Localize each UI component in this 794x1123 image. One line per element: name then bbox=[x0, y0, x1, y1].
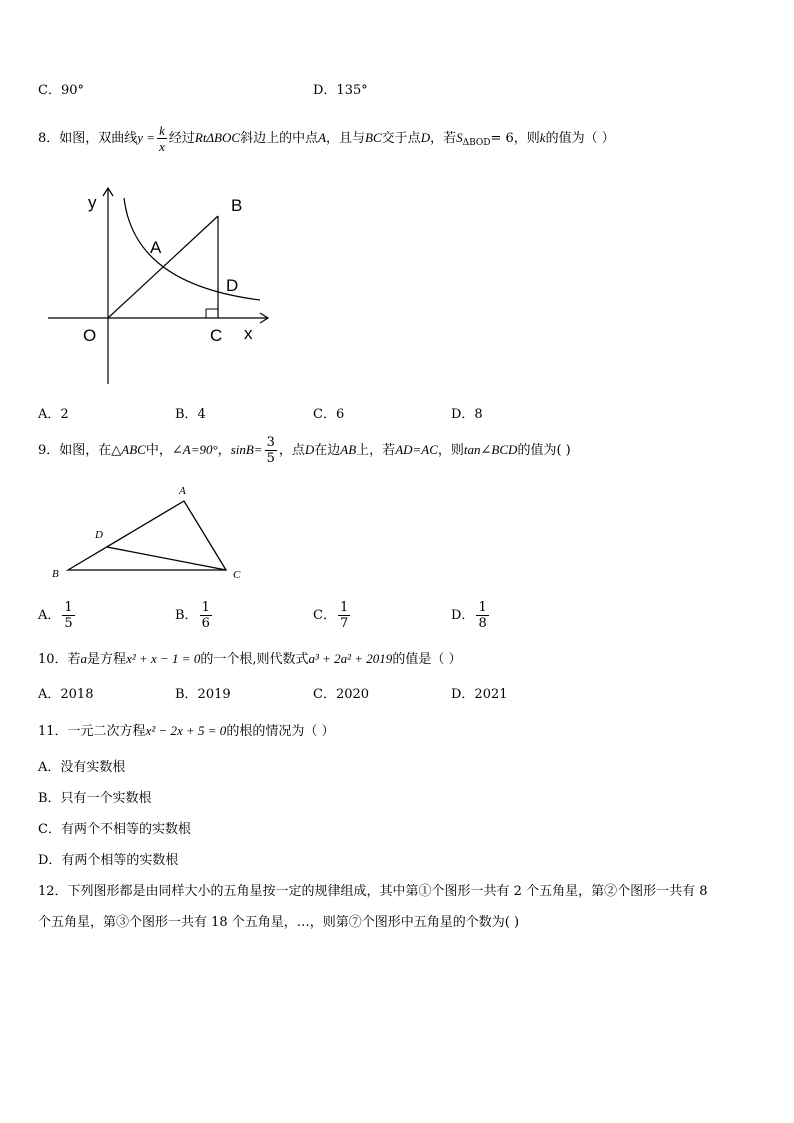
q9-stem: 9．如图，在△ABC中，∠A=90°，sinB= $\frac{3}{5}$ ，点D在边AB上，若AD=AC，则tan∠BCD的值为( ) bbox=[38, 435, 571, 466]
q10-option-b: B．2019 bbox=[175, 687, 231, 702]
q9-fraction-3-5: $\frac{3}{5}$ bbox=[266, 435, 275, 466]
q10-option-a: A．2018 bbox=[38, 687, 94, 702]
q11-stem: 11．一元二次方程x² − 2x + 5 = 0的根的情况为（ ） bbox=[38, 723, 335, 739]
q11-option-a: A．没有实数根 bbox=[38, 760, 126, 775]
label-x: x bbox=[244, 324, 253, 343]
q8-area-symbol: S bbox=[456, 130, 463, 145]
q11-equation: x² − 2x + 5 = 0 bbox=[145, 723, 227, 738]
q8-y-eq: y = bbox=[137, 130, 156, 145]
label-a: A bbox=[179, 485, 186, 497]
q8-text: 经过 bbox=[168, 131, 195, 146]
segment-cd bbox=[107, 547, 226, 570]
q12-line-2: 个五角星，第③个图形一共有 18 个五角星，…，则第⑦个图形中五角星的个数为( ) bbox=[38, 915, 520, 930]
q8-figure bbox=[45, 188, 285, 388]
right-angle-mark bbox=[206, 309, 218, 318]
q8-stem: 8．如图，双曲线y = $\frac{k}{x}$ 经过RtΔBOC斜边上的中点A，且与BC交于点D，若$S_{\Delta BOD}= 6$，则k的值为（ ） bbox=[38, 123, 615, 154]
q10-number: 10．若 bbox=[38, 652, 81, 667]
q7-option-c: C．90° bbox=[38, 83, 84, 98]
q8-fraction-k-over-x: $\frac{k}{x}$ bbox=[159, 123, 165, 154]
q12-line-1: 12．下列图形都是由同样大小的五角星按一定的规律组成，其中第①个图形一共有 2 个五角星，第②个图形一共有 8 bbox=[38, 884, 708, 899]
q9-option-d: D． $\frac{1}{8}$ bbox=[451, 600, 487, 631]
q11-number: 11．一元二次方程 bbox=[38, 724, 146, 739]
label-y: y bbox=[88, 193, 97, 212]
q8-option-d: D．8 bbox=[451, 407, 483, 422]
label-b: B bbox=[52, 568, 59, 580]
q9-option-b: B． $\frac{1}{6}$ bbox=[175, 600, 210, 631]
q10-option-c: C．2020 bbox=[313, 687, 370, 702]
q11-option-b: B．只有一个实数根 bbox=[38, 791, 152, 806]
q11-option-d: D．有两个相等的实数根 bbox=[38, 853, 179, 868]
label-a: A bbox=[150, 238, 162, 257]
q8-rt-triangle: RtΔBOC bbox=[194, 130, 241, 145]
label-b: B bbox=[231, 196, 243, 215]
q8-number: 8．如图，双曲线 bbox=[38, 131, 138, 146]
q9-figure bbox=[48, 482, 258, 582]
q9-option-c: C． $\frac{1}{7}$ bbox=[313, 600, 349, 631]
q8-option-a: A．2 bbox=[38, 407, 69, 422]
q10-equation: x² + x − 1 = 0 bbox=[126, 651, 201, 666]
label-d: D bbox=[226, 276, 239, 295]
q10-stem: 10．若a是方程x² + x − 1 = 0的一个根,则代数式a³ + 2a² + 2019的值是（ ） bbox=[38, 651, 462, 667]
q8-option-c: C．6 bbox=[313, 407, 345, 422]
label-c: C bbox=[210, 326, 223, 345]
q8-option-b: B．4 bbox=[175, 407, 206, 422]
label-c: C bbox=[233, 569, 241, 581]
triangle-abc bbox=[68, 501, 226, 570]
label-d: D bbox=[95, 529, 103, 541]
label-o: O bbox=[83, 326, 97, 345]
q9-number: 9．如图，在△ bbox=[38, 443, 122, 458]
q10-expression: a³ + 2a² + 2019 bbox=[308, 651, 393, 666]
q11-option-c: C．有两个不相等的实数根 bbox=[38, 822, 191, 837]
q10-option-d: D．2021 bbox=[451, 687, 508, 702]
q9-option-a: A． $\frac{1}{5}$ bbox=[38, 600, 73, 631]
q7-option-d: D．135° bbox=[313, 83, 368, 98]
